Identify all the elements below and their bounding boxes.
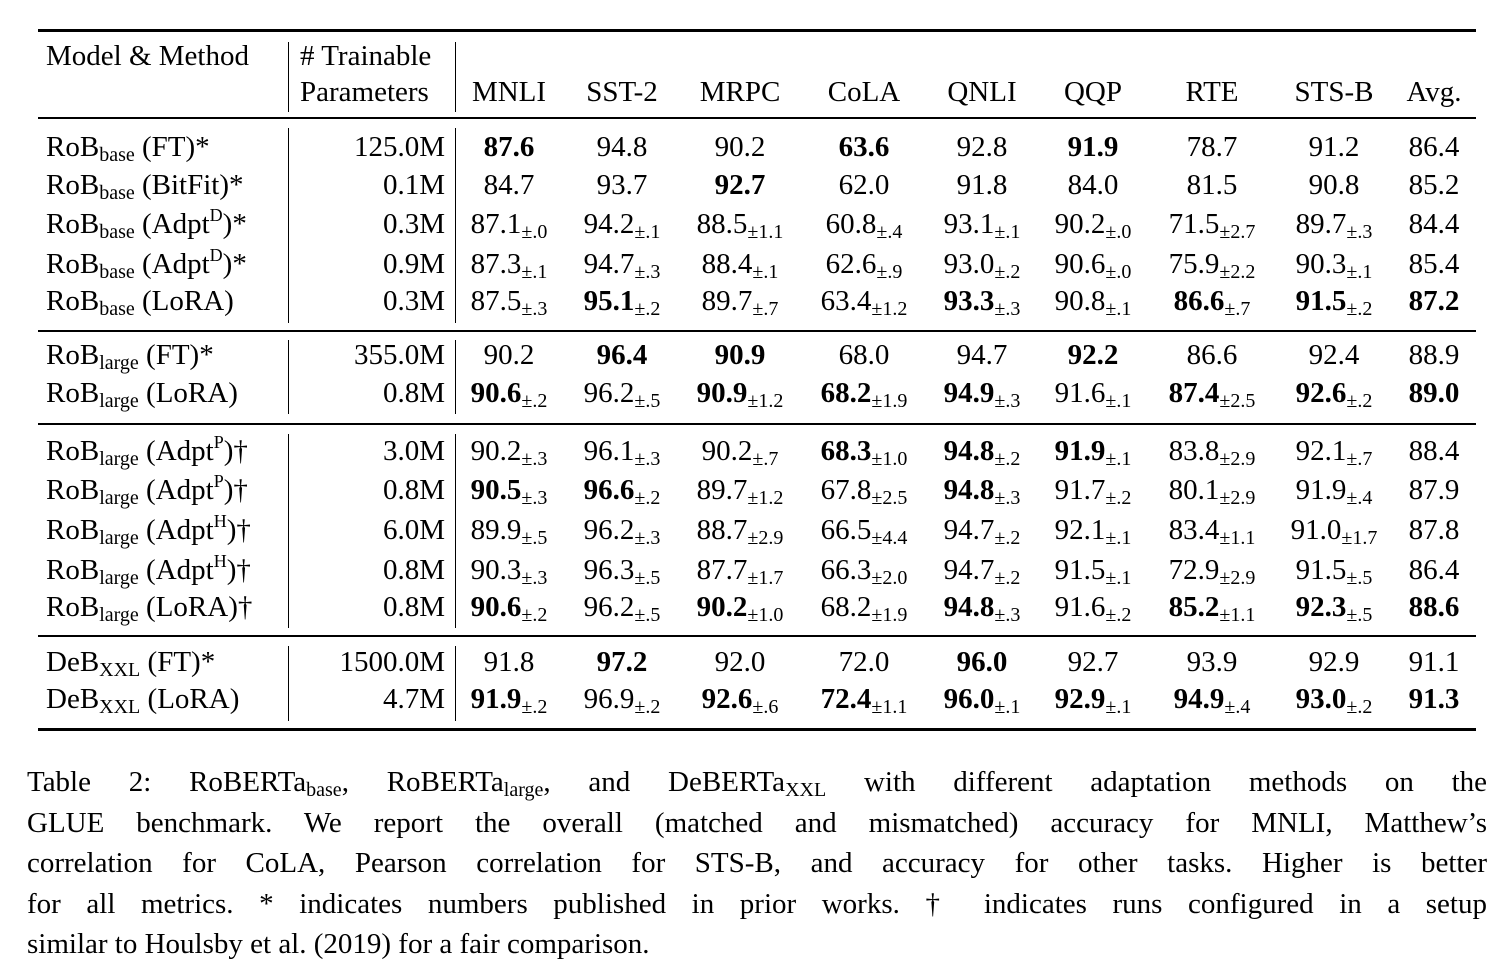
group-rule-3 [38,635,1476,637]
score-cell: 78.7 [1186,131,1238,163]
score-cell: 90.2±1.0 [696,591,784,626]
score-cell: 96.4 [596,339,648,371]
row-params: 0.1M [382,169,445,201]
score-cell: 87.3±.1 [470,248,548,283]
row-params: 0.8M [382,474,445,506]
score-cell: 93.3±.3 [943,285,1021,320]
score-cell: 87.6 [483,131,535,163]
header-col-mnli: MNLI [471,76,547,108]
score-cell: 88.6 [1408,591,1460,623]
header-rule [38,117,1476,119]
score-cell: 93.0±.2 [943,248,1021,283]
score-cell: 94.7 [956,339,1008,371]
score-cell: 96.1±.3 [583,435,661,470]
score-cell: 96.0 [956,646,1008,678]
score-cell: 91.9±.1 [1054,435,1132,470]
score-cell: 95.1±.2 [583,285,661,320]
score-cell: 97.2 [596,646,648,678]
score-cell: 90.8 [1308,169,1360,201]
score-cell: 94.2±.1 [583,208,661,243]
score-cell: 92.9±.1 [1054,683,1132,718]
header-col-stsb: STS-B [1294,76,1374,108]
score-cell: 68.0 [838,339,890,371]
score-cell: 92.9 [1308,646,1360,678]
score-cell: 91.6±.1 [1054,377,1132,412]
score-cell: 88.5±1.1 [696,208,784,243]
score-cell: 62.0 [838,169,890,201]
row-params: 0.3M [382,208,445,240]
score-cell: 88.7±2.9 [696,514,784,549]
score-cell: 92.8 [956,131,1008,163]
caption-line-4: for all metrics. * indicates numbers published in prior works. † indicates runs configured in a setup [27,887,1487,920]
row-params: 0.8M [382,591,445,623]
header-col-avg: Avg. [1406,76,1462,108]
score-cell: 87.5±.3 [470,285,548,320]
score-cell: 96.2±.3 [583,514,661,549]
top-rule [38,29,1476,32]
table-caption [27,762,1487,965]
row-method: RoB$_{base}$ (FT)* [46,131,210,166]
score-cell: 94.8 [596,131,648,163]
row-params: 355.0M [353,339,445,371]
score-cell: 87.9 [1408,474,1460,506]
score-cell: 92.4 [1308,339,1360,371]
bottom-rule [38,728,1476,731]
score-cell: 60.8±.4 [825,208,903,243]
header-col-mrpc: MRPC [699,76,781,108]
score-cell: 94.9±.3 [943,377,1021,412]
score-cell: 63.6 [838,131,890,163]
score-cell: 90.2±.0 [1054,208,1132,243]
group-vline [455,128,456,323]
score-cell: 86.4 [1408,131,1460,163]
row-method: RoB$_{large}$ (FT)* [46,339,214,374]
score-cell: 89.7±1.2 [696,474,784,509]
row-params: 0.3M [382,285,445,317]
score-cell: 86.4 [1408,554,1460,586]
group-vline [288,128,289,323]
score-cell: 90.6±.2 [470,591,548,626]
header-trainable-line2: Parameters [300,76,429,108]
score-cell: 67.8±2.5 [820,474,908,509]
score-cell: 90.2 [483,339,535,371]
score-cell: 72.4±1.1 [820,683,908,718]
score-cell: 96.2±.5 [583,591,661,626]
score-cell: 89.7±.3 [1295,208,1373,243]
score-cell: 62.6±.9 [825,248,903,283]
row-params: 0.8M [382,377,445,409]
score-cell: 88.4 [1408,435,1460,467]
group-vline [288,340,289,414]
score-cell: 96.0±.1 [943,683,1021,718]
score-cell: 87.7±1.7 [696,554,784,589]
score-cell: 90.9 [714,339,766,371]
score-cell: 89.9±.5 [470,514,548,549]
score-cell: 92.3±.5 [1295,591,1373,626]
score-cell: 83.4±1.1 [1168,514,1256,549]
score-cell: 96.3±.5 [583,554,661,589]
row-method: DeB$_{XXL}$ (LoRA) [46,683,240,718]
row-method: RoB$_{large}$ (Adpt$^H$)† [46,551,251,589]
score-cell: 84.4 [1408,208,1460,240]
row-params: 4.7M [382,683,445,715]
score-cell: 91.6±.2 [1054,591,1132,626]
score-cell: 90.9±1.2 [696,377,784,412]
row-params: 6.0M [382,514,445,546]
score-cell: 89.0 [1408,377,1460,409]
score-cell: 94.9±.4 [1173,683,1251,718]
score-cell: 86.6±.7 [1173,285,1251,320]
score-cell: 90.6±.0 [1054,248,1132,283]
score-cell: 90.3±.3 [470,554,548,589]
score-cell: 92.1±.1 [1054,514,1132,549]
score-cell: 91.5±.2 [1295,285,1373,320]
score-cell: 87.8 [1408,514,1460,546]
score-cell: 91.5±.1 [1054,554,1132,589]
score-cell: 68.2±1.9 [820,591,908,626]
group-rule-1 [38,330,1476,332]
score-cell: 91.8 [956,169,1008,201]
header-vline [455,42,456,112]
row-params: 125.0M [353,131,445,163]
score-cell: 90.8±.1 [1054,285,1132,320]
score-cell: 94.7±.2 [943,514,1021,549]
caption-line-3: correlation for CoLA, Pearson correlation for STS-B, and accuracy for other tasks. Higher is better [27,847,1487,879]
header-col-cola: CoLA [827,76,901,108]
header-col-sst2: SST-2 [586,76,658,108]
group-vline [455,646,456,721]
score-cell: 88.4±.1 [701,248,779,283]
header-col-qqp: QQP [1063,76,1123,108]
score-cell: 91.5±.5 [1295,554,1373,589]
row-method: RoB$_{base}$ (Adpt$^D$)* [46,245,247,283]
score-cell: 68.3±1.0 [820,435,908,470]
score-cell: 89.7±.7 [701,285,779,320]
caption-label: Table 2: [27,766,152,798]
group-vline [455,340,456,414]
score-cell: 92.2 [1067,339,1119,371]
row-params: 0.9M [382,248,445,280]
row-method: RoB$_{base}$ (Adpt$^D$)* [46,205,247,243]
score-cell: 72.9±2.9 [1168,554,1256,589]
score-cell: 92.0 [714,646,766,678]
score-cell: 86.6 [1186,339,1238,371]
row-method: RoB$_{base}$ (LoRA) [46,285,234,320]
score-cell: 90.3±.1 [1295,248,1373,283]
score-cell: 93.1±.1 [943,208,1021,243]
score-cell: 66.3±2.0 [820,554,908,589]
score-cell: 63.4±1.2 [820,285,908,320]
score-cell: 94.8±.3 [943,474,1021,509]
score-cell: 92.7 [714,169,766,201]
header-trainable-line1: # Trainable [300,40,432,72]
score-cell: 85.2 [1408,169,1460,201]
score-cell: 72.0 [838,646,890,678]
row-method: RoB$_{large}$ (LoRA) [46,377,238,412]
score-cell: 93.9 [1186,646,1238,678]
score-cell: 66.5±4.4 [820,514,908,549]
score-cell: 91.9±.2 [470,683,548,718]
score-cell: 92.6±.6 [701,683,779,718]
score-cell: 91.2 [1308,131,1360,163]
score-cell: 85.4 [1408,248,1460,280]
score-cell: 84.0 [1067,169,1119,201]
group-vline [288,646,289,721]
score-cell: 96.2±.5 [583,377,661,412]
score-cell: 93.0±.2 [1295,683,1373,718]
score-cell: 85.2±1.1 [1168,591,1256,626]
group-vline [455,434,456,628]
score-cell: 84.7 [483,169,535,201]
score-cell: 91.1 [1408,646,1460,678]
score-cell: 87.2 [1408,285,1460,317]
row-params: 3.0M [382,435,445,467]
score-cell: 90.2 [714,131,766,163]
caption-line-1: Table 2: RoBERTa$_{base}$, RoBERTa$_{large}$, and DeBERTa$_{XXL}$ with different adaptation methods on the [27,766,1488,801]
score-cell: 92.1±.7 [1295,435,1373,470]
score-cell: 90.5±.3 [470,474,548,509]
row-method: RoB$_{large}$ (Adpt$^P$)† [46,432,248,470]
score-cell: 83.8±2.9 [1168,435,1256,470]
row-params: 0.8M [382,554,445,586]
score-cell: 94.8±.2 [943,435,1021,470]
row-method: RoB$_{base}$ (BitFit)* [46,169,244,204]
score-cell: 90.2±.7 [701,435,779,470]
score-cell: 90.2±.3 [470,435,548,470]
score-cell: 96.9±.2 [583,683,661,718]
header-col-rte: RTE [1185,76,1239,108]
score-cell: 75.9±2.2 [1168,248,1256,283]
score-cell: 94.7±.2 [943,554,1021,589]
score-cell: 96.6±.2 [583,474,661,509]
header-model-method: Model & Method [46,40,249,72]
score-cell: 87.4±2.5 [1168,377,1256,412]
header-vline [288,42,289,112]
score-cell: 80.1±2.9 [1168,474,1256,509]
score-cell: 91.8 [483,646,535,678]
group-rule-2 [38,423,1476,425]
score-cell: 91.9 [1067,131,1119,163]
score-cell: 87.1±.0 [470,208,548,243]
group-vline [288,434,289,628]
score-cell: 91.9±.4 [1295,474,1373,509]
row-method: DeB$_{XXL}$ (FT)* [46,646,216,681]
score-cell: 92.6±.2 [1295,377,1373,412]
score-cell: 71.5±2.7 [1168,208,1256,243]
row-method: RoB$_{large}$ (LoRA)† [46,591,253,626]
caption-line-2: GLUE benchmark. We report the overall (matched and mismatched) accuracy for MNLI, Matthew’s [27,806,1487,839]
header-col-qnli: QNLI [947,76,1017,108]
score-cell: 91.3 [1408,683,1460,715]
row-method: RoB$_{large}$ (Adpt$^P$)† [46,471,248,509]
score-cell: 94.8±.3 [943,591,1021,626]
score-cell: 94.7±.3 [583,248,661,283]
score-cell: 88.9 [1408,339,1460,371]
caption-line-5: similar to Houlsby et al. (2019) for a fair comparison. [27,928,650,960]
score-cell: 68.2±1.9 [820,377,908,412]
score-cell: 90.6±.2 [470,377,548,412]
score-cell: 81.5 [1186,169,1238,201]
score-cell: 91.0±1.7 [1290,514,1378,549]
score-cell: 92.7 [1067,646,1119,678]
row-method: RoB$_{large}$ (Adpt$^H$)† [46,511,251,549]
row-params: 1500.0M [339,646,445,678]
score-cell: 91.7±.2 [1054,474,1132,509]
score-cell: 93.7 [596,169,648,201]
